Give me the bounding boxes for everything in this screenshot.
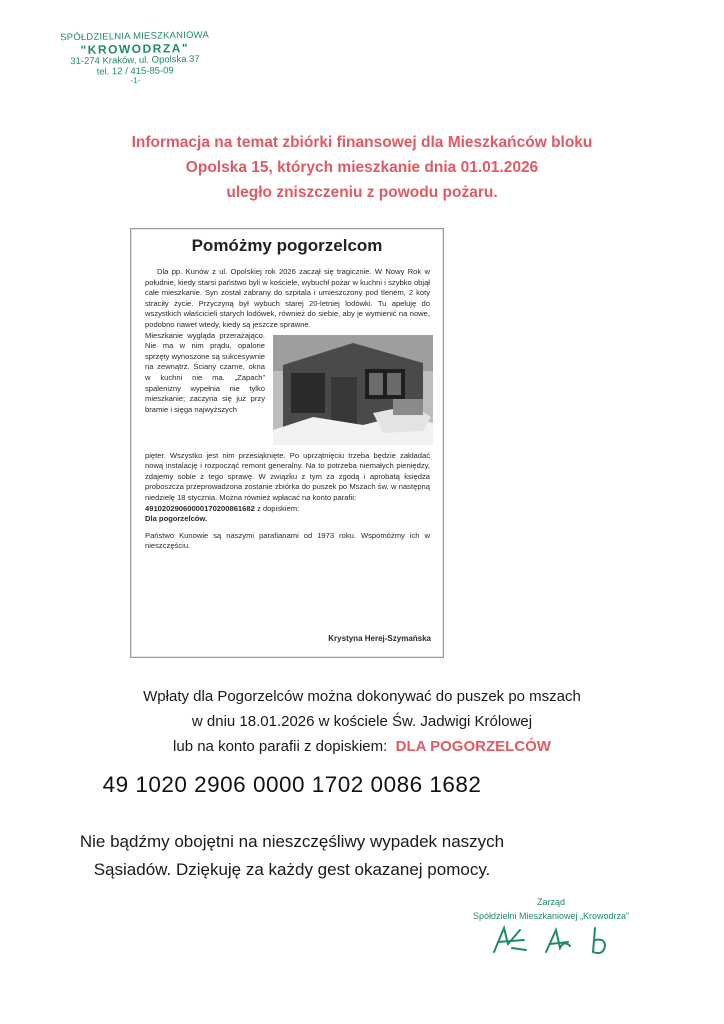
stamp-line: SPÓŁDZIELNIA MIESZKANIOWA [60,29,210,44]
closing-appeal [0,828,584,884]
clipping-columns [145,331,430,451]
clipping-paragraph: Państwo Kunowie są naszymi parafianami od 1973 roku. Wspomóżmy ich w nieszczęściu. [145,530,430,551]
burned-apartment-photo [273,335,433,445]
signature-2 [540,922,576,958]
closing-line: Nie bądźmy obojętni na nieszczęśliwy wypadek naszych [79,832,505,851]
clipping-paragraph: pięter. Wszystko jest nim przesiąknięte. Po uprzątnięciu trzeba będzie zakładać nową instalację i rozpocząć remont generalny. Na to potrzeba niemałych pieniędzy, zdajemy sobie z tego sprawę. W związku z tym za zgodą i aprobatą księdza proboszcza przeprowadzona zostanie zbiórka do puszek po Mszach św. w następną niedzielę 18 stycznia. Można również wpłacać na konto parafii: [145,450,430,502]
heading-line: Informacja na temat zbiórki finansowej dla Mieszkańców bloku [131,134,593,151]
board-name: Spółdzielni Mieszkaniowej „Krowodrza” [472,911,630,921]
payment-line: w dniu 18.01.2026 w kościele Św. Jadwigi Królowej [191,713,533,730]
clipping-paragraph: Mieszkanie wygląda przerażająco. Nie ma w nim prądu, opalone sprzęty wynoszone są sukcesywnie na zewnątrz. Ściany czarne, okna w kuchni nie ma. „Zapach” spalenizny wypełnia nie tylko mieszkanie; zaczyna się już przy bramie i sięga najwyższych [145,330,265,414]
stamp-page: -1- [130,76,141,86]
newspaper-clipping [130,228,444,658]
board-stamp [466,895,636,923]
payment-info [0,684,724,759]
clipping-account [145,504,430,515]
clipping-account-number: 49102029060000170200861682 [145,503,255,513]
signature-3 [585,922,615,958]
heading-line: Opolska 15, których mieszkanie dnia 01.01.2026 [185,159,539,176]
cooperative-stamp [40,30,231,88]
signature-1 [490,922,530,958]
clipping-title: Pomóżmy pogorzelcom [191,236,383,255]
payment-line-with-note [0,734,724,759]
heading-line: uległo zniszczeniu z powodu pożaru. [226,184,498,201]
clipping-account-suffix: z dopiskiem: [256,503,300,513]
board-title: Zarząd [536,897,565,907]
payment-line: Wpłaty dla Pogorzelców można dokonywać do puszek po mszach [143,688,581,705]
payment-line: lub na konto parafii z dopiskiem: [173,738,388,755]
clipping-paragraph: Dla pp. Kunów z ul. Opolskiej rok 2026 zaczął się tragicznie. W Nowy Rok w południe, kiedy starsi państwo byli w kościele, wybuchł pożar w kuchni i szybko objął całe mieszkanie. Syn został zabrany do szpitala i umieszczony pod tlenem, 2 koty straciły życie. Przyczyną był wybuch starej 20-letniej lodówki. Tu apeluję do wszystkich właścicieli starych lodówek, również do siebie, aby je wymienić na nowe, podobno nawet wtedy, kiedy są jeszcze sprawne. [145,267,430,329]
bank-account-number: 49 1020 2906 0000 1702 0086 1682 [102,772,482,797]
clipping-account-note: Dla pogorzelców. [145,514,208,524]
page-heading [0,130,724,205]
closing-line: Sąsiadów. Dziękuję za każdy gest okazanej pomocy. [93,860,491,879]
clipping-body [145,267,430,552]
payment-note: DLA POGORZELCÓW [395,738,551,755]
clipping-author: Krystyna Herej-Szymańska [328,634,431,643]
stamp-phone: tel. 12 / 415-85-09 [96,65,174,78]
stamp-address: 31-274 Kraków, ul. Opolska 37 [70,53,200,68]
stamp-name: "KROWODRZA" [80,40,190,57]
